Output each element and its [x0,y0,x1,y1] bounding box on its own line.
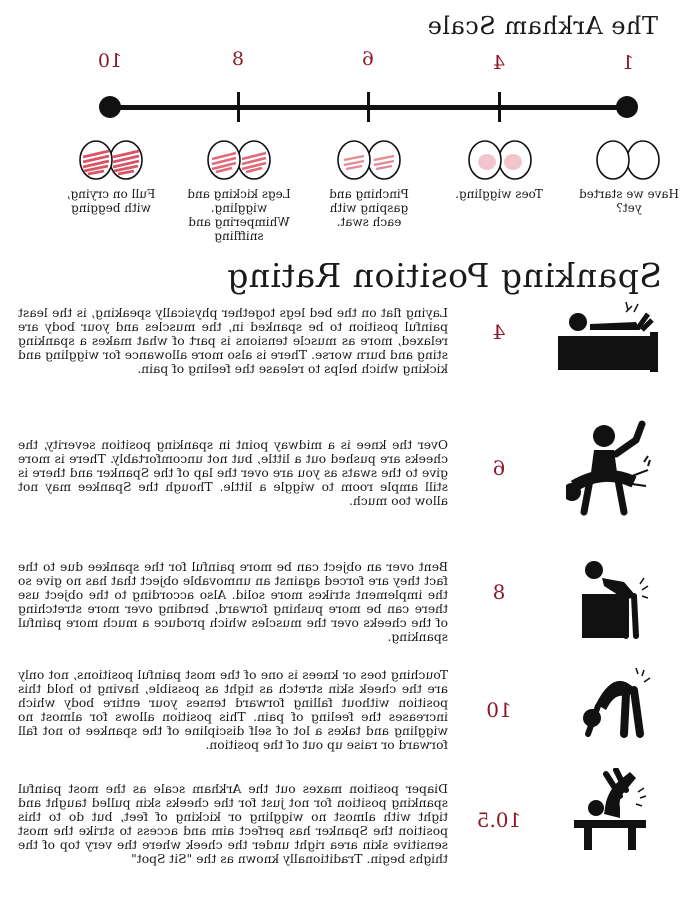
bottom-plain-icon [595,138,661,182]
row-text-lying: Laying flat on the bed legs together physically speaking, is the least painful position to be spanked in, the muscles and your body are relaxed, more as muscle tensions is part of what makes a spanking sting and burn worse. There is also more allowance for wiggling and kicking which helps to release the feeling of pain. [18,306,448,376]
scale-description-6: Pinching and gasping with each swat. [329,187,409,229]
person-diaper-position-icon [570,768,650,850]
row-rating-10-5: 10.5 [476,808,522,832]
scale-description-8: Legs kicking and wiggling. Whimpering and sniffling [187,187,291,243]
scale-end-dot [99,96,121,118]
person-touching-toes-icon [572,668,654,738]
positions-title: Spanking Position Rating [226,256,662,295]
scale-value-8: 8 [231,48,245,70]
scale-title: The Arkham Scale [427,12,658,40]
bottom-deep-red-icon [78,138,144,182]
scale-tick-8 [237,92,240,122]
row-text-diaper: Diaper position maxes out the Arkham scale as the most painful spanking position for not just for the cheeks skin pulled taught and tight with almost no wiggling or kicking of feet, but do to this position the Spanker has perfect aim and access to strike the most sensitive skin area right under the cheek where the very top of the thighs begin. Traditionally known as the "Sit Spot" [18,782,448,866]
scale-value-4: 4 [492,52,506,74]
scale-description-4: Toes wiggling. [455,187,543,201]
row-rating-10: 10 [486,698,512,722]
row-text-over-knee: Over the knee is a midway point in spanking position severity, the cheeks are pushed out a little, but not uncomfortably. There is more give to the swats as you are over the lap of the Spanker and there is still ample room to wiggle a little. Though the Spankee may not allow too much. [18,438,448,508]
row-rating-4: 4 [492,320,506,344]
row-rating-6: 6 [492,456,506,480]
scale-description-10: Full on crying, with begging [66,187,156,215]
row-rating-8: 8 [492,580,506,604]
scale-description-1: Have we started yet? [579,187,679,215]
scale-start-dot [616,96,638,118]
bottom-light-pink-icon [467,138,533,182]
scale-tick-6 [367,92,370,122]
bottom-red-icon [206,138,272,182]
row-text-bent-over: Bent over an object can be more painful for the spankee due to the fact they are forced against an unmovable object that has no give so the implement strikes more solid. Also according to the object use there can be more pushing forward, bending over more stretching of the cheeks over the muscles which produce a much more painful spanking. [18,560,448,644]
person-over-knee-icon [566,420,654,520]
scale-tick-4 [498,92,501,122]
row-text-touching-toes: Touching toes or knees is one of the most painful positions, not only are the cheek skin stretch as tight as possible, having to hold this position without falling forward tenses your entire body which increases the feeling of pain. This position allows for almost no wiggling and takes a lot of self discipline of the spankee to not fall forward or raise up out of the position. [18,668,448,752]
scale-value-6: 6 [361,48,375,70]
person-lying-on-bed-icon [556,300,660,372]
scale-value-10: 10 [97,50,123,72]
person-bent-over-object-icon [574,560,650,640]
bottom-pink-icon [336,138,402,182]
scale-value-1: 1 [621,52,635,74]
